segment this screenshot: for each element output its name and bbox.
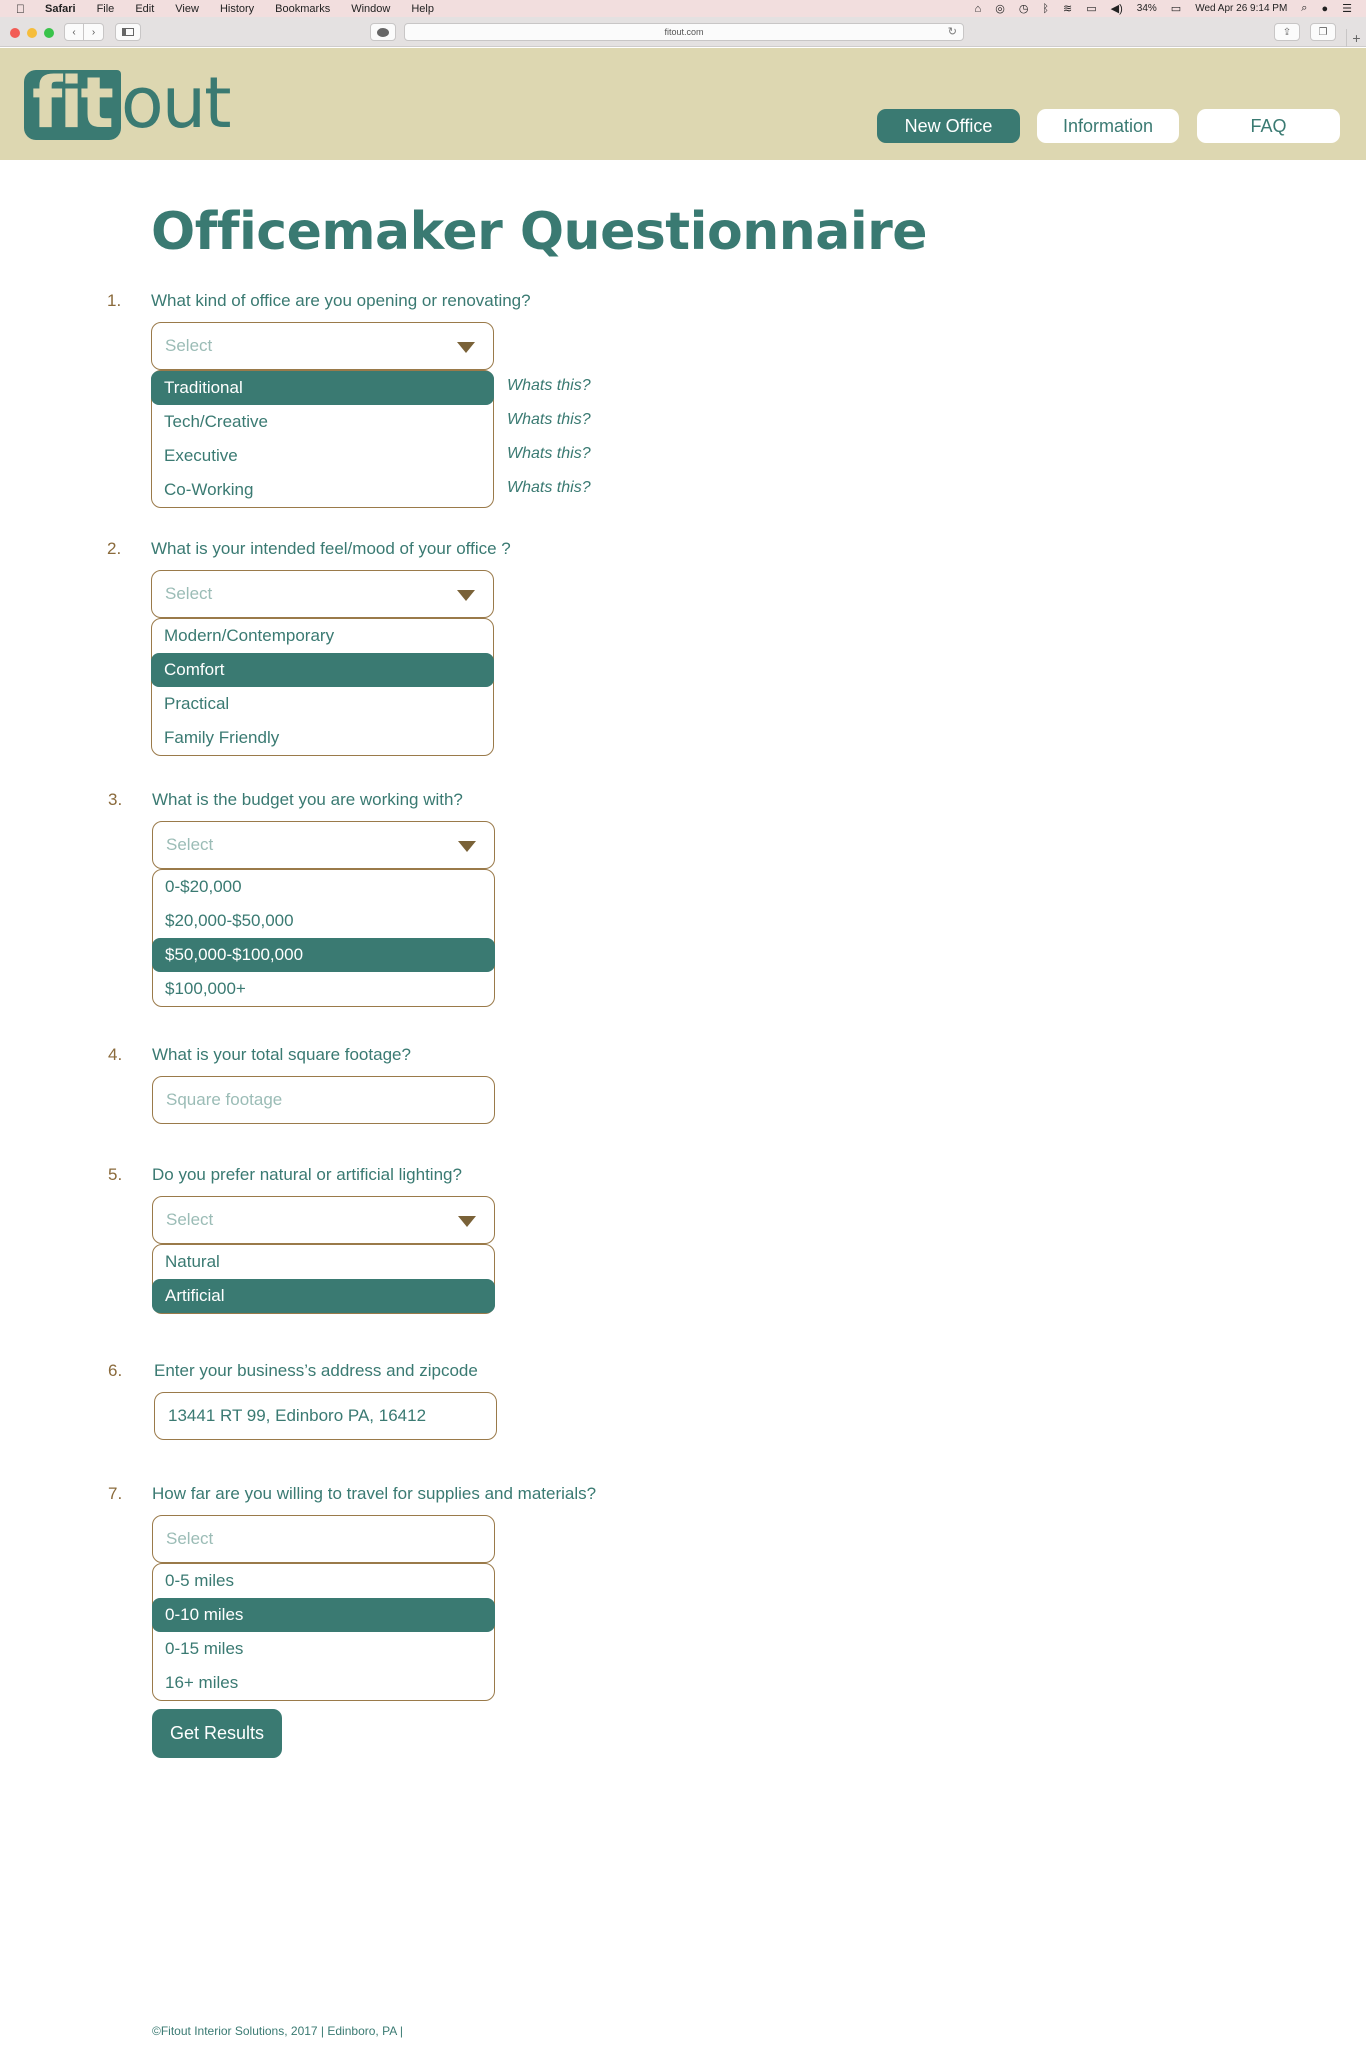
get-results-button[interactable]: Get Results [152, 1709, 282, 1758]
fitout-logo[interactable] [24, 62, 230, 144]
option-family-friendly[interactable]: Family Friendly [164, 728, 280, 747]
menu-file[interactable]: File [87, 2, 106, 15]
question-5-number: 5. [108, 1165, 123, 1184]
nav-faq[interactable]: FAQ [1197, 109, 1340, 143]
question-1-placeholder: Select [165, 336, 213, 355]
page-title: Officemaker Questionnaire [151, 202, 928, 262]
extension-button[interactable] [370, 23, 396, 41]
menu-help[interactable]: Help [402, 2, 425, 15]
close-window-button[interactable] [10, 28, 20, 38]
question-2-select[interactable] [151, 570, 494, 618]
option-budget-50k-100k[interactable]: $50,000-$100,000 [152, 938, 495, 972]
history-nav [64, 23, 104, 41]
question-7-text: How far are you willing to travel for supplies and materials? [152, 1484, 597, 1503]
option-practical[interactable]: Practical [164, 694, 230, 713]
sidebar-icon [122, 28, 134, 36]
battery-percent: 34% [1136, 3, 1157, 14]
chevron-down-icon [458, 841, 476, 852]
sidebar-toggle-button[interactable] [115, 23, 141, 41]
question-5-options [152, 1244, 495, 1314]
forward-button[interactable]: › [84, 23, 104, 41]
question-7-options [152, 1563, 495, 1701]
option-artificial[interactable]: Artificial [152, 1279, 495, 1313]
menu-view[interactable]: View [166, 2, 190, 15]
option-16-plus-miles[interactable]: 16+ miles [165, 1673, 239, 1692]
question-5-placeholder: Select [166, 1210, 214, 1229]
question-1-options [151, 370, 494, 508]
chevron-down-icon [458, 1216, 476, 1227]
menu-edit[interactable]: Edit [126, 2, 146, 15]
question-3-select[interactable] [152, 821, 495, 869]
question-1-number: 1. [107, 291, 122, 310]
minimize-window-button[interactable] [27, 28, 37, 38]
new-tab-button[interactable]: + [1346, 29, 1366, 47]
whats-this-link-executive[interactable]: Whats this? [507, 445, 591, 462]
time-machine-icon[interactable]: ◷ [1018, 3, 1029, 15]
option-executive[interactable]: Executive [164, 446, 238, 465]
question-5-select[interactable] [152, 1196, 495, 1244]
nav-information[interactable]: Information [1037, 109, 1179, 143]
menu-window[interactable]: Window [342, 2, 382, 15]
question-2-text: What is your intended feel/mood of your office ? [151, 539, 511, 558]
question-4-text: What is your total square footage? [152, 1045, 411, 1064]
menu-safari[interactable]: Safari [36, 2, 67, 15]
option-budget-0-20k[interactable]: 0-$20,000 [165, 877, 242, 896]
menubar-clock[interactable]: Wed Apr 26 9:14 PM [1195, 3, 1288, 14]
share-button[interactable]: ⇪ [1274, 23, 1300, 41]
option-comfort[interactable]: Comfort [151, 653, 494, 687]
zoom-window-button[interactable] [44, 28, 54, 38]
site-header [0, 48, 1366, 160]
battery-icon[interactable]: ▭ [1170, 3, 1182, 15]
mac-menubar [0, 0, 1366, 17]
browser-toolbar [0, 17, 1366, 47]
extension-icon [377, 28, 389, 37]
airplay-icon[interactable]: ▭ [1086, 3, 1097, 15]
show-tabs-button[interactable]: ❐ [1310, 23, 1336, 41]
question-6-text: Enter your business’s address and zipcode [154, 1361, 478, 1380]
url-text: fitout.com [664, 27, 704, 37]
question-2-number: 2. [107, 539, 122, 558]
reload-icon[interactable]: ↻ [947, 26, 957, 38]
option-0-15-miles[interactable]: 0-15 miles [165, 1639, 244, 1658]
option-budget-20k-50k[interactable]: $20,000-$50,000 [165, 911, 294, 930]
option-natural[interactable]: Natural [165, 1252, 220, 1271]
home-icon[interactable]: ⌂ [974, 2, 982, 15]
question-3-options [152, 869, 495, 1007]
address-input[interactable]: 13441 RT 99, Edinboro PA, 16412 [154, 1392, 497, 1440]
question-6-number: 6. [108, 1361, 123, 1380]
creative-cloud-icon[interactable]: ◎ [995, 3, 1005, 15]
siri-icon[interactable]: ● [1321, 2, 1329, 15]
option-traditional[interactable]: Traditional [151, 371, 494, 405]
footer-text: ©Fitout Interior Solutions, 2017 | Edinboro, PA | [152, 2024, 403, 2038]
question-7-select[interactable] [152, 1515, 495, 1563]
option-tech-creative[interactable]: Tech/Creative [164, 412, 268, 431]
question-2-options [151, 618, 494, 756]
question-3-placeholder: Select [166, 835, 214, 854]
apple-menu-icon[interactable] [16, 2, 25, 16]
option-budget-100k-plus[interactable]: $100,000+ [165, 979, 246, 998]
nav-new-office[interactable]: New Office [877, 109, 1020, 143]
wifi-icon[interactable]: ≋ [1063, 3, 1073, 15]
question-5-text: Do you prefer natural or artificial lighting? [152, 1165, 462, 1184]
spotlight-icon[interactable]: ⌕ [1301, 2, 1308, 14]
question-3-text: What is the budget you are working with? [152, 790, 463, 809]
menu-bookmarks[interactable]: Bookmarks [266, 2, 322, 15]
address-bar[interactable] [404, 23, 964, 41]
question-4-number: 4. [108, 1045, 123, 1064]
question-3-number: 3. [108, 790, 123, 809]
chevron-down-icon [457, 590, 475, 601]
whats-this-link-traditional[interactable]: Whats this? [507, 377, 591, 394]
volume-icon[interactable]: ◀) [1110, 3, 1123, 15]
question-1-select[interactable] [151, 322, 494, 370]
question-1-text: What kind of office are you opening or renovating? [151, 291, 531, 310]
bluetooth-icon[interactable]: ᛒ [1042, 2, 1050, 15]
option-0-5-miles[interactable]: 0-5 miles [165, 1571, 234, 1590]
option-modern-contemporary[interactable]: Modern/Contemporary [164, 626, 335, 645]
square-footage-input[interactable]: Square footage [152, 1076, 495, 1124]
option-co-working[interactable]: Co-Working [164, 480, 254, 499]
logo-fit: fit [24, 70, 121, 140]
chevron-down-icon [457, 342, 475, 353]
whats-this-link-tech-creative[interactable]: Whats this? [507, 411, 591, 428]
question-7-number: 7. [108, 1484, 123, 1503]
question-7-placeholder: Select [166, 1529, 214, 1548]
whats-this-link-co-working[interactable]: Whats this? [507, 479, 591, 496]
back-button[interactable]: ‹ [64, 23, 84, 41]
question-2-placeholder: Select [165, 584, 213, 603]
logo-out: out [120, 62, 230, 144]
notification-center-icon[interactable]: ☰ [1342, 3, 1352, 15]
option-0-10-miles[interactable]: 0-10 miles [152, 1598, 495, 1632]
menu-history[interactable]: History [210, 2, 246, 15]
